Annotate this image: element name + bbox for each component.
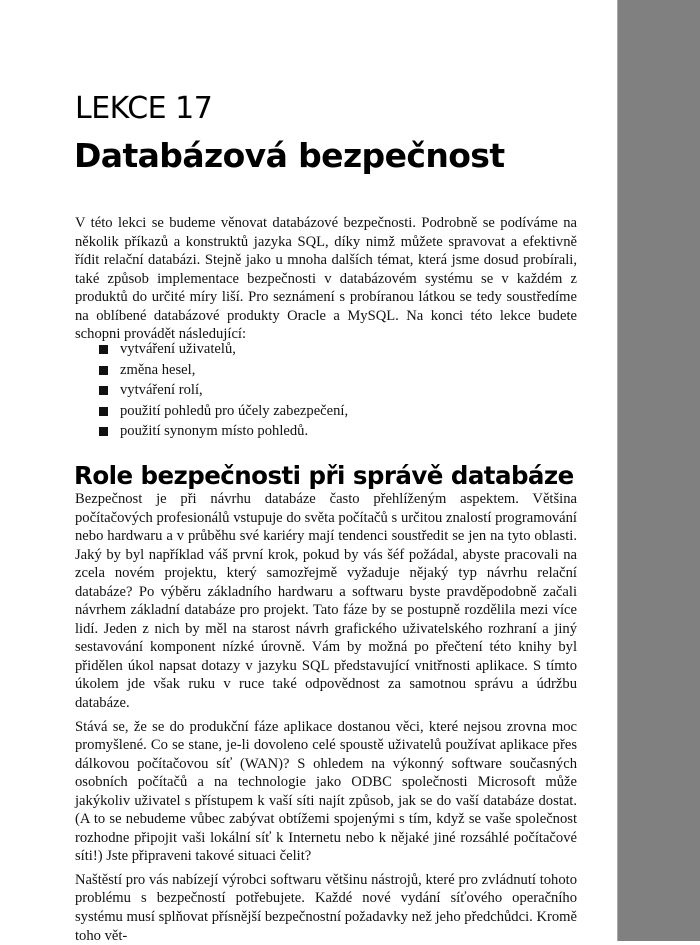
lesson-number: LEKCE 17 xyxy=(75,91,213,126)
list-item xyxy=(75,360,577,381)
list-item-text: použití pohledů pro účely zabezpečení, xyxy=(120,402,349,419)
objectives-list xyxy=(75,339,577,442)
list-item-text: změna hesel, xyxy=(120,361,196,378)
list-item-text: vytváření uživatelů, xyxy=(120,341,236,357)
intro-text xyxy=(75,214,577,344)
square-bullet-icon xyxy=(99,366,108,375)
section-body xyxy=(75,490,577,945)
square-bullet-icon xyxy=(99,386,108,395)
body-paragraph: Bezpečnost je při návrhu databáze často přehlíženým aspektem. Většina počítačových profesionálů vstupuje do světa počítačů s určitou znalostí programování nebo hardwaru a v průběhu své kariéry mají tendenci soustředit se jen na tyto oblasti. Jaký by byl například váš první krok, pokud by vás šéf požádal, abyste pracovali na zcela novém projektu, který samozřejmě vyžaduje nějaký typ návrhu relační databáze? Po výběru základního hardwaru a softwaru byste pravděpodobně začali návrhem základní databáze pro projekt. Tato fáze by se postupně rozdělila mezi více lidí. Jeden z nich by měl na starost návrh grafického uživatelského rozhraní a jiný sestavování komponent nízké úrovně. Vám by možná po přečtení této knihy byl přidělen úkol napsat dotazy v jazyku SQL představující vnitřnosti aplikace. S tímto úkolem jde však ruku v ruce také odpovědnost za samotnou správu a údržbu databáze. xyxy=(75,491,577,712)
square-bullet-icon xyxy=(99,345,108,354)
page-edge-sidebar xyxy=(617,0,700,941)
section-heading: Role bezpečnosti při správě databáze xyxy=(74,461,574,490)
body-paragraph: Stává se, že se do produkční fáze aplikace dostanou věci, které nejsou zrovna moc promyšlené. Co se stane, je-li dovoleno celé spoustě uživatelů používat aplikace přes dálkovou počítačovou síť (WAN)? S ohledem na výkonný software současných osobních počítačů a na technologie jako ODBC společnosti Microsoft může jakýkoliv uživatel s přístupem k vaší síti najít způsob, jak se do vaší databáze dostat. (A to se nebudeme vůbec zabývat obtížemi spojenými s tím, když se vaše společnost rozhodne připojit vaši lokální síť k Internetu nebo k nějaké jiné rozsáhlé počítačové síti!) Jste připraveni takové situaci čelit? xyxy=(75,718,577,865)
list-item xyxy=(75,339,577,360)
list-item xyxy=(75,380,577,401)
square-bullet-icon xyxy=(99,427,108,436)
list-item-text: použití synonym místo pohledů. xyxy=(120,423,309,439)
list-item xyxy=(75,401,577,422)
list-item-text: vytváření rolí, xyxy=(120,382,203,398)
chapter-title: Databázová bezpečnost xyxy=(74,136,505,175)
body-paragraph: Naštěstí pro vás nabízejí výrobci softwaru většinu nástrojů, které pro zvládnutí tohoto problému s bezpečností potřebujete. Každé nové vydání síťového operačního systému musí splňovat přísnější bezpečnostní požadavky než jeho předchůdci. Kromě toho vět- xyxy=(75,871,577,944)
list-item xyxy=(75,421,577,442)
square-bullet-icon xyxy=(99,407,108,416)
intro-paragraph: V této lekci se budeme věnovat databázové bezpečnosti. Podrobně se podíváme na několik příkazů a konstruktů jazyka SQL, díky nimž můžete spravovat a efektivně řídit relační databázi. Stejně jako u mnoha dalších témat, která jsme dosud probírali, také způsob implementace bezpečnosti v databázovém systému se v každém z produktů do určité míry liší. Pro seznámení s probíranou látkou se tedy soustředíme na oblíbené databázové produkty Oracle a MySQL. Na konci této lekce budete schopni provádět následující: xyxy=(75,215,577,343)
